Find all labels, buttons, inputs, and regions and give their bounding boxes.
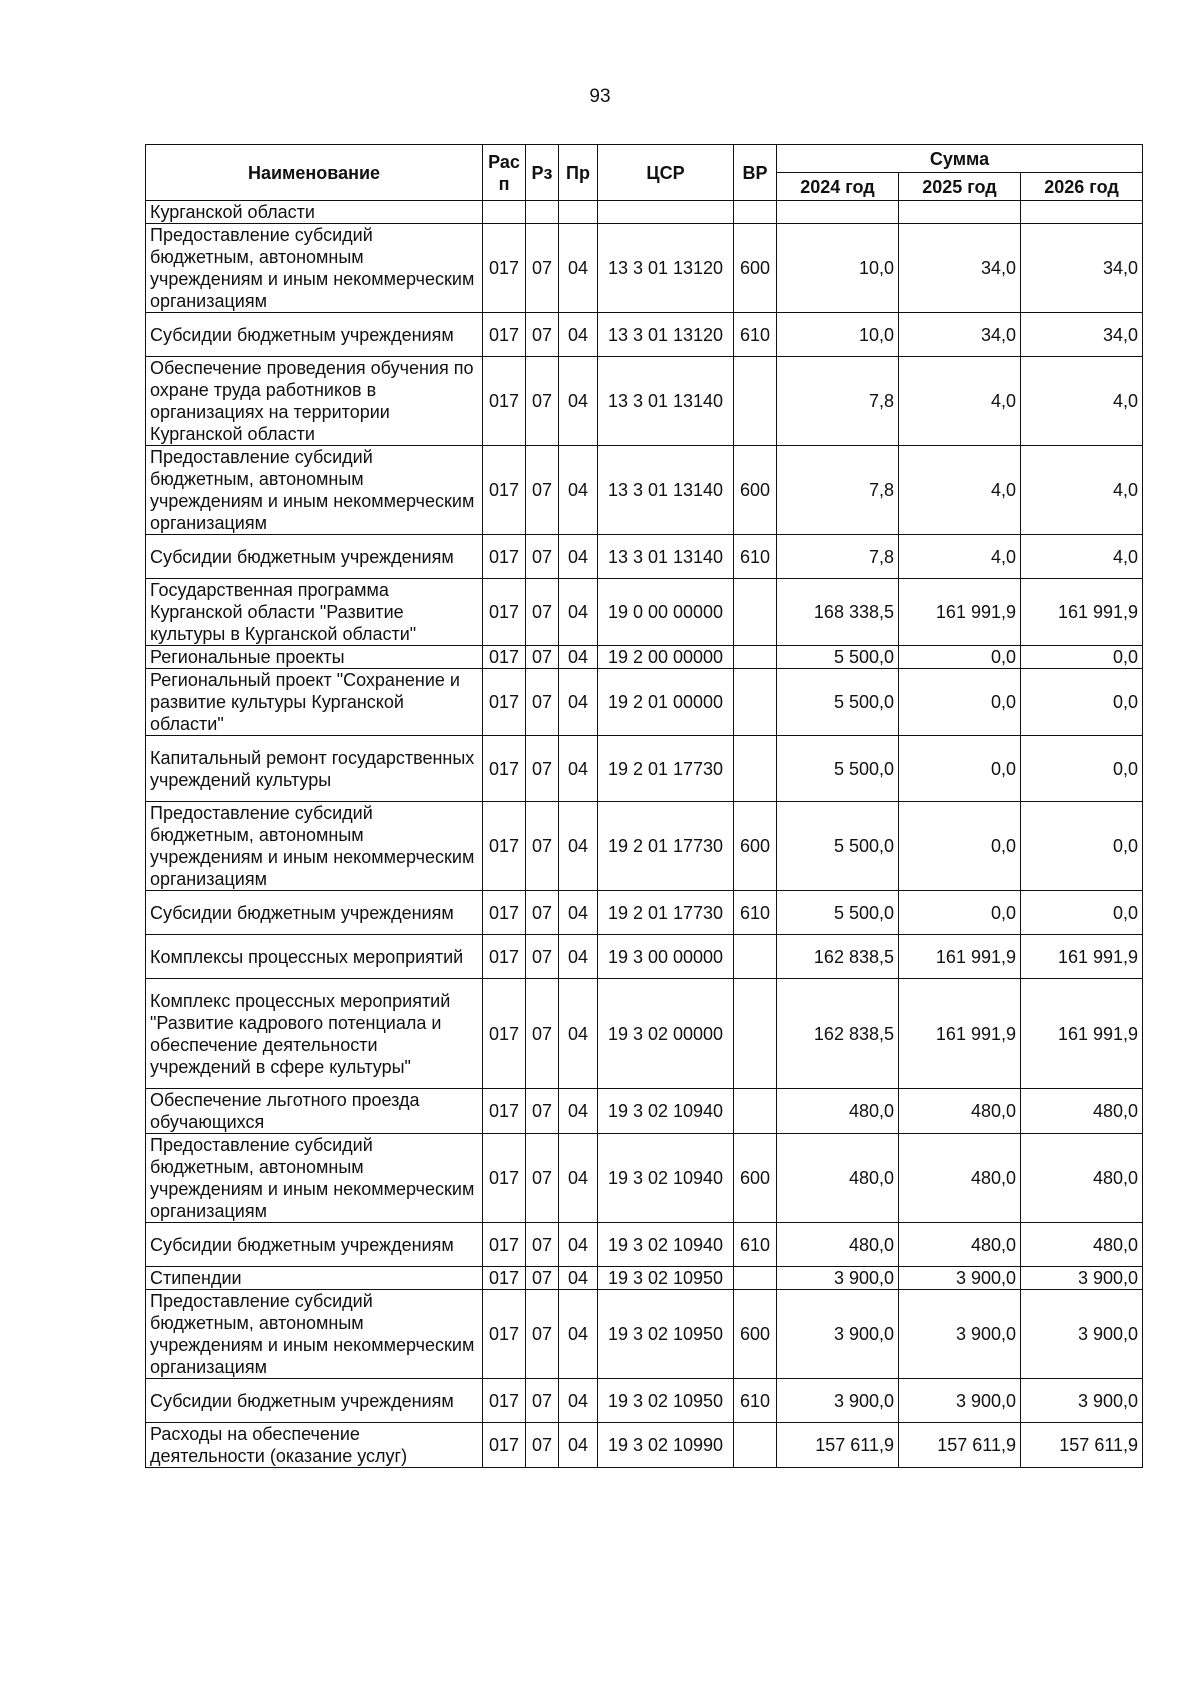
row-rz-cell: 07 bbox=[526, 646, 559, 669]
row-sum-2025-cell: 161 991,9 bbox=[899, 935, 1021, 979]
row-sum-2026-cell: 161 991,9 bbox=[1021, 979, 1143, 1089]
row-rz-cell: 07 bbox=[526, 802, 559, 891]
row-rz-cell: 07 bbox=[526, 891, 559, 935]
row-csr-cell: 19 3 02 10990 bbox=[598, 1423, 734, 1468]
row-sum-2024-cell: 10,0 bbox=[777, 224, 899, 313]
table-row bbox=[146, 1134, 1143, 1223]
table-body bbox=[146, 201, 1143, 1468]
row-sum-2025-cell: 34,0 bbox=[899, 313, 1021, 357]
row-csr-cell: 19 3 02 10950 bbox=[598, 1267, 734, 1290]
row-sum-2025-cell: 3 900,0 bbox=[899, 1267, 1021, 1290]
row-vr-cell bbox=[734, 1267, 777, 1290]
row-vr-cell: 610 bbox=[734, 1379, 777, 1423]
row-rz-cell: 07 bbox=[526, 979, 559, 1089]
table-row bbox=[146, 1290, 1143, 1379]
row-name-cell: Субсидии бюджетным учреждениям bbox=[146, 535, 483, 579]
row-sum-2026-cell: 3 900,0 bbox=[1021, 1290, 1143, 1379]
table-row bbox=[146, 935, 1143, 979]
row-rz-cell: 07 bbox=[526, 1267, 559, 1290]
table-row bbox=[146, 802, 1143, 891]
row-sum-2026-cell: 3 900,0 bbox=[1021, 1379, 1143, 1423]
table-row bbox=[146, 201, 1143, 224]
row-csr-cell: 19 3 02 10940 bbox=[598, 1089, 734, 1134]
row-sum-2026-cell: 157 611,9 bbox=[1021, 1423, 1143, 1468]
row-csr-cell: 19 3 02 00000 bbox=[598, 979, 734, 1089]
header-vr: ВР bbox=[734, 145, 777, 201]
row-pr-cell: 04 bbox=[559, 646, 598, 669]
row-csr-cell: 13 3 01 13120 bbox=[598, 224, 734, 313]
header-pr: Пр bbox=[559, 145, 598, 201]
row-sum-2025-cell: 4,0 bbox=[899, 535, 1021, 579]
row-sum-2025-cell: 161 991,9 bbox=[899, 979, 1021, 1089]
row-rz-cell: 07 bbox=[526, 1089, 559, 1134]
row-csr-cell: 13 3 01 13120 bbox=[598, 313, 734, 357]
row-rz-cell: 07 bbox=[526, 1223, 559, 1267]
row-rz-cell: 07 bbox=[526, 669, 559, 736]
header-sum: Сумма bbox=[777, 145, 1143, 173]
row-rz-cell: 07 bbox=[526, 446, 559, 535]
row-sum-2025-cell: 480,0 bbox=[899, 1223, 1021, 1267]
row-sum-2024-cell: 3 900,0 bbox=[777, 1379, 899, 1423]
row-name-cell: Предоставление субсидий бюджетным, автономным учреждениям и иным некоммерческим организациям bbox=[146, 1134, 483, 1223]
row-pr-cell: 04 bbox=[559, 802, 598, 891]
row-pr-cell: 04 bbox=[559, 891, 598, 935]
row-vr-cell: 610 bbox=[734, 313, 777, 357]
row-pr-cell: 04 bbox=[559, 979, 598, 1089]
row-sum-2024-cell: 5 500,0 bbox=[777, 736, 899, 802]
row-sum-2025-cell: 157 611,9 bbox=[899, 1423, 1021, 1468]
row-csr-cell: 19 3 02 10940 bbox=[598, 1134, 734, 1223]
row-rasp-cell: 017 bbox=[483, 669, 526, 736]
row-name-cell: Субсидии бюджетным учреждениям bbox=[146, 891, 483, 935]
row-csr-cell: 19 2 00 00000 bbox=[598, 646, 734, 669]
table-row bbox=[146, 1423, 1143, 1468]
row-sum-2025-cell: 4,0 bbox=[899, 357, 1021, 446]
table-row bbox=[146, 646, 1143, 669]
row-sum-2024-cell: 7,8 bbox=[777, 446, 899, 535]
header-rasp: Рас п bbox=[483, 145, 526, 201]
row-sum-2025-cell: 3 900,0 bbox=[899, 1379, 1021, 1423]
table-row bbox=[146, 1267, 1143, 1290]
table-row bbox=[146, 891, 1143, 935]
row-name-cell: Капитальный ремонт государственных учреждений культуры bbox=[146, 736, 483, 802]
row-rasp-cell: 017 bbox=[483, 446, 526, 535]
row-sum-2026-cell bbox=[1021, 201, 1143, 224]
row-sum-2025-cell: 34,0 bbox=[899, 224, 1021, 313]
row-name-cell: Предоставление субсидий бюджетным, автономным учреждениям и иным некоммерческим организациям bbox=[146, 446, 483, 535]
row-sum-2024-cell: 162 838,5 bbox=[777, 979, 899, 1089]
row-sum-2025-cell: 0,0 bbox=[899, 891, 1021, 935]
row-name-cell: Комплекс процессных мероприятий "Развитие кадрового потенциала и обеспечение деятельности учреждений в сфере культуры" bbox=[146, 979, 483, 1089]
row-vr-cell: 610 bbox=[734, 1223, 777, 1267]
row-rz-cell: 07 bbox=[526, 935, 559, 979]
row-vr-cell bbox=[734, 1423, 777, 1468]
row-csr-cell: 19 3 00 00000 bbox=[598, 935, 734, 979]
row-name-cell: Региональный проект "Сохранение и развитие культуры Курганской области" bbox=[146, 669, 483, 736]
row-csr-cell: 13 3 01 13140 bbox=[598, 446, 734, 535]
row-csr-cell: 19 2 01 17730 bbox=[598, 736, 734, 802]
row-sum-2024-cell: 7,8 bbox=[777, 535, 899, 579]
row-csr-cell: 19 2 01 17730 bbox=[598, 891, 734, 935]
row-sum-2026-cell: 3 900,0 bbox=[1021, 1267, 1143, 1290]
row-rz-cell: 07 bbox=[526, 1379, 559, 1423]
row-vr-cell bbox=[734, 736, 777, 802]
row-vr-cell: 600 bbox=[734, 1134, 777, 1223]
row-csr-cell: 19 0 00 00000 bbox=[598, 579, 734, 646]
row-name-cell: Расходы на обеспечение деятельности (оказание услуг) bbox=[146, 1423, 483, 1468]
row-vr-cell: 600 bbox=[734, 224, 777, 313]
row-vr-cell: 600 bbox=[734, 802, 777, 891]
row-sum-2024-cell: 5 500,0 bbox=[777, 669, 899, 736]
row-rz-cell: 07 bbox=[526, 313, 559, 357]
row-vr-cell bbox=[734, 979, 777, 1089]
row-rasp-cell: 017 bbox=[483, 736, 526, 802]
row-vr-cell bbox=[734, 357, 777, 446]
row-name-cell: Региональные проекты bbox=[146, 646, 483, 669]
row-rasp-cell: 017 bbox=[483, 535, 526, 579]
row-csr-cell: 13 3 01 13140 bbox=[598, 357, 734, 446]
row-sum-2026-cell: 0,0 bbox=[1021, 802, 1143, 891]
row-vr-cell: 600 bbox=[734, 446, 777, 535]
row-sum-2025-cell bbox=[899, 201, 1021, 224]
row-pr-cell: 04 bbox=[559, 313, 598, 357]
row-rz-cell: 07 bbox=[526, 579, 559, 646]
header-rz: Рз bbox=[526, 145, 559, 201]
row-name-cell: Субсидии бюджетным учреждениям bbox=[146, 1379, 483, 1423]
row-sum-2026-cell: 0,0 bbox=[1021, 736, 1143, 802]
row-sum-2024-cell: 3 900,0 bbox=[777, 1267, 899, 1290]
row-pr-cell: 04 bbox=[559, 1267, 598, 1290]
row-vr-cell bbox=[734, 579, 777, 646]
row-pr-cell: 04 bbox=[559, 357, 598, 446]
row-pr-cell: 04 bbox=[559, 579, 598, 646]
row-rz-cell: 07 bbox=[526, 357, 559, 446]
row-name-cell: Комплексы процессных мероприятий bbox=[146, 935, 483, 979]
row-vr-cell bbox=[734, 935, 777, 979]
row-csr-cell: 19 3 02 10950 bbox=[598, 1290, 734, 1379]
row-sum-2024-cell: 7,8 bbox=[777, 357, 899, 446]
header-csr: ЦСР bbox=[598, 145, 734, 201]
table-row bbox=[146, 535, 1143, 579]
row-rz-cell: 07 bbox=[526, 736, 559, 802]
row-sum-2026-cell: 480,0 bbox=[1021, 1134, 1143, 1223]
row-sum-2024-cell: 3 900,0 bbox=[777, 1290, 899, 1379]
header-year-2024: 2024 год bbox=[777, 173, 899, 201]
row-rasp-cell: 017 bbox=[483, 1134, 526, 1223]
row-rasp-cell: 017 bbox=[483, 891, 526, 935]
row-csr-cell: 19 2 01 17730 bbox=[598, 802, 734, 891]
row-sum-2025-cell: 0,0 bbox=[899, 802, 1021, 891]
row-sum-2026-cell: 4,0 bbox=[1021, 357, 1143, 446]
row-sum-2025-cell: 0,0 bbox=[899, 669, 1021, 736]
row-sum-2024-cell: 480,0 bbox=[777, 1134, 899, 1223]
row-vr-cell bbox=[734, 201, 777, 224]
row-name-cell: Предоставление субсидий бюджетным, автономным учреждениям и иным некоммерческим организациям bbox=[146, 802, 483, 891]
table-row bbox=[146, 224, 1143, 313]
row-rasp-cell: 017 bbox=[483, 935, 526, 979]
page-number: 93 bbox=[589, 86, 611, 107]
row-rz-cell: 07 bbox=[526, 224, 559, 313]
row-sum-2024-cell: 480,0 bbox=[777, 1223, 899, 1267]
row-pr-cell: 04 bbox=[559, 224, 598, 313]
row-pr-cell: 04 bbox=[559, 1379, 598, 1423]
row-sum-2025-cell: 3 900,0 bbox=[899, 1290, 1021, 1379]
row-vr-cell bbox=[734, 646, 777, 669]
table-row bbox=[146, 313, 1143, 357]
row-sum-2025-cell: 480,0 bbox=[899, 1134, 1021, 1223]
row-rasp-cell: 017 bbox=[483, 313, 526, 357]
row-sum-2026-cell: 480,0 bbox=[1021, 1223, 1143, 1267]
row-sum-2026-cell: 0,0 bbox=[1021, 891, 1143, 935]
row-csr-cell: 19 2 01 00000 bbox=[598, 669, 734, 736]
row-sum-2025-cell: 161 991,9 bbox=[899, 579, 1021, 646]
row-pr-cell: 04 bbox=[559, 736, 598, 802]
row-sum-2024-cell: 10,0 bbox=[777, 313, 899, 357]
row-vr-cell bbox=[734, 669, 777, 736]
row-pr-cell: 04 bbox=[559, 446, 598, 535]
row-sum-2026-cell: 4,0 bbox=[1021, 446, 1143, 535]
row-pr-cell: 04 bbox=[559, 1089, 598, 1134]
row-rasp-cell: 017 bbox=[483, 1423, 526, 1468]
row-name-cell: Предоставление субсидий бюджетным, автономным учреждениям и иным некоммерческим организациям bbox=[146, 1290, 483, 1379]
row-rasp-cell: 017 bbox=[483, 357, 526, 446]
table-header bbox=[146, 145, 1143, 201]
row-pr-cell: 04 bbox=[559, 669, 598, 736]
row-name-cell: Предоставление субсидий бюджетным, автономным учреждениям и иным некоммерческим организациям bbox=[146, 224, 483, 313]
row-csr-cell bbox=[598, 201, 734, 224]
header-year-2026: 2026 год bbox=[1021, 173, 1143, 201]
row-sum-2026-cell: 4,0 bbox=[1021, 535, 1143, 579]
row-sum-2024-cell: 5 500,0 bbox=[777, 646, 899, 669]
row-csr-cell: 19 3 02 10940 bbox=[598, 1223, 734, 1267]
row-vr-cell: 610 bbox=[734, 891, 777, 935]
row-sum-2024-cell: 168 338,5 bbox=[777, 579, 899, 646]
row-csr-cell: 19 3 02 10950 bbox=[598, 1379, 734, 1423]
table-row bbox=[146, 669, 1143, 736]
row-pr-cell: 04 bbox=[559, 1223, 598, 1267]
row-rasp-cell bbox=[483, 201, 526, 224]
row-sum-2025-cell: 0,0 bbox=[899, 646, 1021, 669]
table-row bbox=[146, 579, 1143, 646]
row-sum-2026-cell: 161 991,9 bbox=[1021, 579, 1143, 646]
row-name-cell: Обеспечение льготного проезда обучающихся bbox=[146, 1089, 483, 1134]
row-name-cell: Стипендии bbox=[146, 1267, 483, 1290]
table-row bbox=[146, 1223, 1143, 1267]
row-pr-cell: 04 bbox=[559, 1134, 598, 1223]
row-rasp-cell: 017 bbox=[483, 579, 526, 646]
row-sum-2025-cell: 0,0 bbox=[899, 736, 1021, 802]
row-rz-cell bbox=[526, 201, 559, 224]
table-row bbox=[146, 446, 1143, 535]
row-pr-cell: 04 bbox=[559, 535, 598, 579]
row-vr-cell: 600 bbox=[734, 1290, 777, 1379]
header-name: Наименование bbox=[146, 145, 483, 201]
row-name-cell: Государственная программа Курганской области "Развитие культуры в Курганской области" bbox=[146, 579, 483, 646]
row-name-cell: Курганской области bbox=[146, 201, 483, 224]
row-name-cell: Обеспечение проведения обучения по охране труда работников в организациях на территории Курганской области bbox=[146, 357, 483, 446]
row-vr-cell bbox=[734, 1089, 777, 1134]
row-sum-2026-cell: 480,0 bbox=[1021, 1089, 1143, 1134]
row-sum-2026-cell: 0,0 bbox=[1021, 669, 1143, 736]
row-rasp-cell: 017 bbox=[483, 1089, 526, 1134]
row-rz-cell: 07 bbox=[526, 1290, 559, 1379]
row-rasp-cell: 017 bbox=[483, 224, 526, 313]
header-year-2025: 2025 год bbox=[899, 173, 1021, 201]
budget-table bbox=[145, 144, 1143, 1468]
row-rasp-cell: 017 bbox=[483, 1379, 526, 1423]
row-rasp-cell: 017 bbox=[483, 1267, 526, 1290]
row-sum-2024-cell: 480,0 bbox=[777, 1089, 899, 1134]
table-row bbox=[146, 1379, 1143, 1423]
row-pr-cell: 04 bbox=[559, 1423, 598, 1468]
table-row bbox=[146, 357, 1143, 446]
row-sum-2025-cell: 480,0 bbox=[899, 1089, 1021, 1134]
row-pr-cell bbox=[559, 201, 598, 224]
row-rasp-cell: 017 bbox=[483, 1223, 526, 1267]
row-vr-cell: 610 bbox=[734, 535, 777, 579]
row-sum-2024-cell: 162 838,5 bbox=[777, 935, 899, 979]
row-rasp-cell: 017 bbox=[483, 979, 526, 1089]
row-sum-2024-cell: 5 500,0 bbox=[777, 802, 899, 891]
table-row bbox=[146, 736, 1143, 802]
table-row bbox=[146, 1089, 1143, 1134]
row-sum-2026-cell: 161 991,9 bbox=[1021, 935, 1143, 979]
table-row bbox=[146, 979, 1143, 1089]
row-rz-cell: 07 bbox=[526, 1423, 559, 1468]
row-sum-2024-cell: 157 611,9 bbox=[777, 1423, 899, 1468]
row-name-cell: Субсидии бюджетным учреждениям bbox=[146, 1223, 483, 1267]
row-name-cell: Субсидии бюджетным учреждениям bbox=[146, 313, 483, 357]
row-sum-2026-cell: 34,0 bbox=[1021, 224, 1143, 313]
row-rz-cell: 07 bbox=[526, 1134, 559, 1223]
row-pr-cell: 04 bbox=[559, 1290, 598, 1379]
row-sum-2026-cell: 0,0 bbox=[1021, 646, 1143, 669]
row-rasp-cell: 017 bbox=[483, 1290, 526, 1379]
row-rasp-cell: 017 bbox=[483, 646, 526, 669]
row-sum-2024-cell: 5 500,0 bbox=[777, 891, 899, 935]
row-csr-cell: 13 3 01 13140 bbox=[598, 535, 734, 579]
row-rasp-cell: 017 bbox=[483, 802, 526, 891]
row-sum-2026-cell: 34,0 bbox=[1021, 313, 1143, 357]
row-rz-cell: 07 bbox=[526, 535, 559, 579]
row-sum-2024-cell bbox=[777, 201, 899, 224]
row-pr-cell: 04 bbox=[559, 935, 598, 979]
row-sum-2025-cell: 4,0 bbox=[899, 446, 1021, 535]
